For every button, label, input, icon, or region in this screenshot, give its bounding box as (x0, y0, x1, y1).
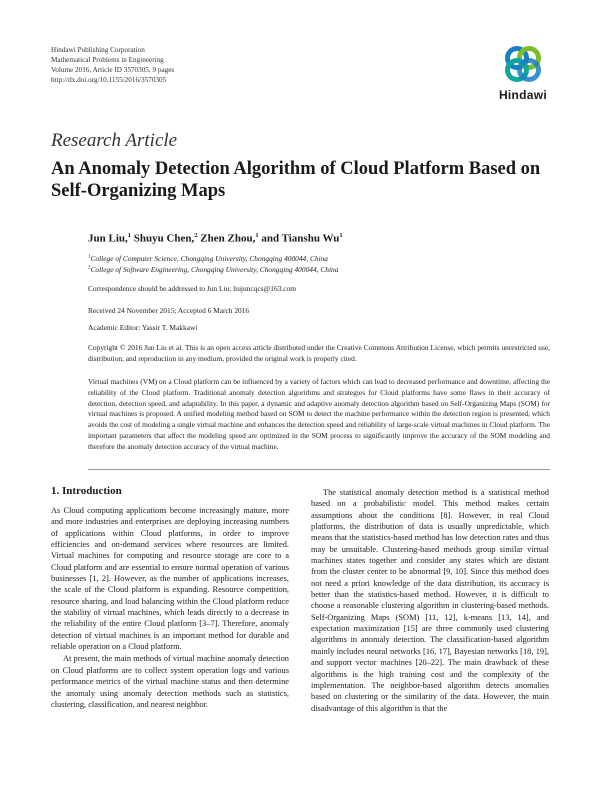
abstract: Virtual machines (VM) on a Cloud platform can be influenced by a variety of factors which can lead to decreased performance and downtime, affecting the reliability of the Cloud platform. Traditional anomaly detection algorithms and strategies for Cloud platforms have some flaws in their accuracy of detection, detection speed, and adaptability. In this paper, a dynamic and adaptive anomaly detection algorithm based on Self-Organizing Maps (SOM) for virtual machines is proposed. A unified modeling method based on SOM to detect the machine performance within the detection region is presented, which avoids the cost of modeling a single virtual machine and enhances the detection speed and reliability of large-scale virtual machines in Cloud platform. The important parameters that affect the modeling speed are optimized in the SOM process to significantly improve the accuracy of the SOM modeling and therefore the anomaly detection accuracy of the virtual machine. (88, 377, 550, 451)
academic-editor: Academic Editor: Yassir T. Makkawi (88, 323, 198, 332)
affiliation-text: College of Computer Science, Chongqing University, Chongqing 400044, China (90, 254, 329, 263)
correspondence-note: Correspondence should be addressed to Jun Liu; liujuncqcs@163.com (88, 284, 296, 293)
author-name: Shuyu Chen, (133, 232, 195, 245)
paper-title: An Anomaly Detection Algorithm of Cloud Platform Based on Self-Organizing Maps (51, 159, 541, 201)
hindawi-logo-word: Hindawi (498, 88, 548, 102)
author-affiliation-mark: 1 (339, 232, 343, 239)
author-affiliation-mark: 1 (127, 232, 131, 239)
volume-info: Volume 2016, Article ID 3570305, 9 pages (51, 66, 175, 74)
article-type: Research Article (51, 130, 178, 151)
doi-link[interactable]: http://dx.doi.org/10.1155/2016/3570305 (51, 76, 167, 84)
body-column-right (311, 486, 549, 714)
author-affiliation-mark: 1 (255, 232, 259, 239)
author-name: Jun Liu, (88, 232, 128, 245)
section-divider (88, 469, 550, 470)
body-paragraph: The statistical anomaly detection method is a statistical method based on a probabilistic model. This method makes certain assumptions about the conditions [8]. However, in real Cloud platforms, the distribution of data is usually unpredictable, which means that the statistics-based method has low detection rates and thus may be unsuitable. Clustering-based methods group similar virtual machines states together and consider any states which are distant from the cluster center to be abnormal [9, 10]. Since this method does not need a priori knowledge of the data distribution, its accuracy is better than the statistics-based method. However, it is difficult to choose a reasonable clustering algorithm in clustering-based methods. Self-Organizing Maps (SOM) [11, 12], k-means [13, 14], and expectation maximization [15] are three commonly used clustering algorithms in anomaly detection. The classification-based algorithm mainly includes neural networks [16, 17], Bayesian networks [18, 19], and support vector machines [20–22]. The main drawback of these algorithms is the high training cost and the complexity of the implementation. The neighbor-based algorithm detects anomalies based on clustering or the similarity of the data. However, the main disadvantage of this algorithm is that the (311, 488, 549, 713)
affiliation-mark: 1 (88, 254, 91, 260)
affiliation-text: College of Software Engineering, Chongqing University, Chongqing 400044, China (90, 265, 339, 274)
body-paragraph: As Cloud computing applications become increasingly mature, more and more industries and enterprises are deploying increasing numbers of applications within Cloud platforms, in order to improve efficiencies and on-demand services where resources are limited. Virtual machines for computing and resource storage are core to a Cloud platform and are essential to ensure normal operation of various businesses [1, 2]. However, as the number of applications increases, the scale of the Cloud platform is expanding. Resource competition, resource sharing, and load balancing within the Cloud platform reduce the stability of virtual machines, which leads directly to a decrease in the reliability of the entire Cloud platform [3–7]. Therefore, anomaly detection of virtual machines is an important method for durable and reliable operation on a Cloud platform. (51, 506, 289, 652)
affiliation-1 (88, 254, 328, 263)
affiliation-2 (88, 265, 338, 274)
author-list (88, 232, 343, 245)
copyright-notice: Copyright © 2016 Jun Liu et al. This is an open access article distributed under the Creative Commons Attribution License, which permits unrestricted use, distribution, and reproduction in any medium, provided the original work is properly cited. (88, 343, 550, 363)
hindawi-logo-mark (497, 44, 549, 88)
journal-name: Mathematical Problems in Engineering (51, 56, 164, 64)
body-column-left (51, 505, 289, 710)
received-dates: Received 24 November 2015; Accepted 6 March 2016 (88, 306, 250, 315)
hindawi-logo (497, 44, 549, 106)
journal-header (51, 45, 351, 85)
author-affiliation-mark: 2 (194, 232, 198, 239)
affiliation-mark: 2 (88, 265, 91, 271)
author-name: and Tianshu Wu (261, 232, 340, 245)
body-paragraph: At present, the main methods of virtual machine anomaly detection on Cloud platforms are to collect system operation logs and various performance metrics of the virtual machine status and then determine the anomaly using anomaly detection methods such as statistics, clustering, classification, and nearest neighbor. (51, 654, 289, 709)
section-heading: 1. Introduction (51, 485, 122, 497)
author-name: Zhen Zhou, (200, 232, 256, 245)
publisher-name: Hindawi Publishing Corporation (51, 46, 145, 54)
